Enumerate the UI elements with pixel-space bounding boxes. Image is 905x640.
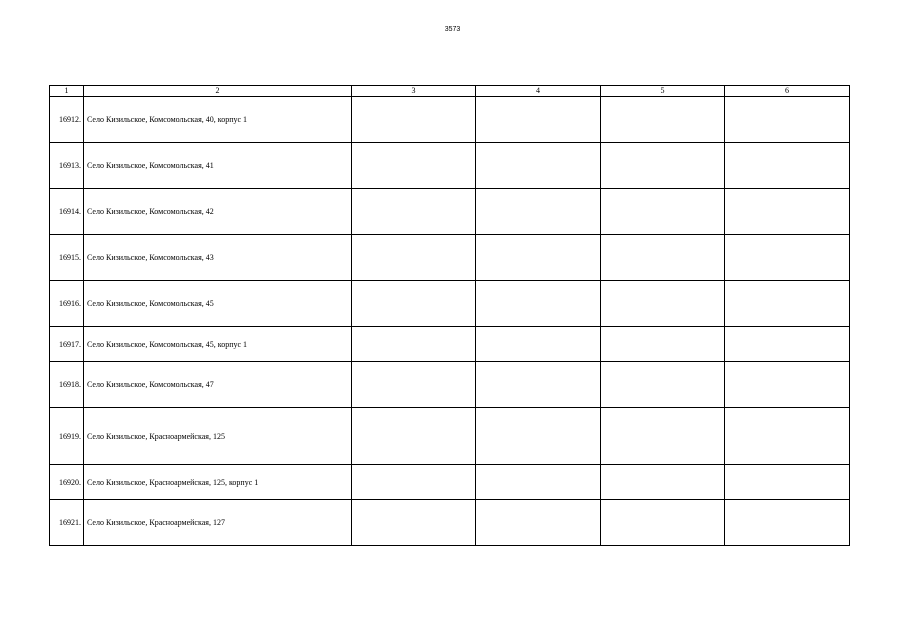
cell-empty <box>601 465 725 500</box>
row-address: Село Кизильское, Красноармейская, 125 <box>84 408 352 465</box>
cell-empty <box>476 143 601 189</box>
cell-empty <box>601 500 725 546</box>
cell-empty <box>352 143 476 189</box>
cell-empty <box>725 189 850 235</box>
column-header-1: 1 <box>50 86 84 97</box>
cell-empty <box>476 189 601 235</box>
table-row <box>50 327 850 362</box>
row-number: 16915. <box>50 235 84 281</box>
cell-empty <box>725 281 850 327</box>
cell-empty <box>725 327 850 362</box>
row-number: 16912. <box>50 97 84 143</box>
cell-empty <box>601 281 725 327</box>
cell-empty <box>476 408 601 465</box>
cell-empty <box>725 97 850 143</box>
table-row <box>50 281 850 327</box>
cell-empty <box>601 97 725 143</box>
cell-empty <box>725 143 850 189</box>
cell-empty <box>476 235 601 281</box>
row-number: 16918. <box>50 362 84 408</box>
cell-empty <box>476 465 601 500</box>
cell-empty <box>725 362 850 408</box>
row-address: Село Кизильское, Красноармейская, 125, корпус 1 <box>84 465 352 500</box>
row-address: Село Кизильское, Комсомольская, 43 <box>84 235 352 281</box>
table-row <box>50 362 850 408</box>
cell-empty <box>352 500 476 546</box>
cell-empty <box>601 189 725 235</box>
cell-empty <box>725 235 850 281</box>
cell-empty <box>352 281 476 327</box>
page-number: 3573 <box>444 26 461 33</box>
row-number: 16914. <box>50 189 84 235</box>
table-row <box>50 500 850 546</box>
cell-empty <box>601 362 725 408</box>
cell-empty <box>476 97 601 143</box>
table-row <box>50 235 850 281</box>
table-row <box>50 408 850 465</box>
row-address: Село Кизильское, Комсомольская, 45, корпус 1 <box>84 327 352 362</box>
row-number: 16919. <box>50 408 84 465</box>
row-address: Село Кизильское, Комсомольская, 42 <box>84 189 352 235</box>
table-row <box>50 465 850 500</box>
column-header-3: 3 <box>352 86 476 97</box>
table-header-row <box>50 86 850 97</box>
row-address: Село Кизильское, Комсомольская, 41 <box>84 143 352 189</box>
cell-empty <box>476 500 601 546</box>
cell-empty <box>601 143 725 189</box>
cell-empty <box>476 362 601 408</box>
cell-empty <box>601 327 725 362</box>
table-row <box>50 143 850 189</box>
row-address: Село Кизильское, Комсомольская, 45 <box>84 281 352 327</box>
column-header-6: 6 <box>725 86 850 97</box>
row-number: 16917. <box>50 327 84 362</box>
cell-empty <box>725 408 850 465</box>
address-table <box>49 85 850 546</box>
cell-empty <box>352 327 476 362</box>
row-number: 16921. <box>50 500 84 546</box>
row-number: 16913. <box>50 143 84 189</box>
cell-empty <box>476 281 601 327</box>
row-number: 16920. <box>50 465 84 500</box>
cell-empty <box>352 362 476 408</box>
cell-empty <box>725 465 850 500</box>
cell-empty <box>352 235 476 281</box>
cell-empty <box>352 408 476 465</box>
cell-empty <box>725 500 850 546</box>
cell-empty <box>476 327 601 362</box>
row-number: 16916. <box>50 281 84 327</box>
table-row <box>50 97 850 143</box>
column-header-5: 5 <box>601 86 725 97</box>
column-header-4: 4 <box>476 86 601 97</box>
row-address: Село Кизильское, Комсомольская, 40, корпус 1 <box>84 97 352 143</box>
row-address: Село Кизильское, Красноармейская, 127 <box>84 500 352 546</box>
cell-empty <box>601 408 725 465</box>
column-header-2: 2 <box>84 86 352 97</box>
cell-empty <box>352 97 476 143</box>
row-address: Село Кизильское, Комсомольская, 47 <box>84 362 352 408</box>
cell-empty <box>352 465 476 500</box>
cell-empty <box>601 235 725 281</box>
cell-empty <box>352 189 476 235</box>
table-row <box>50 189 850 235</box>
